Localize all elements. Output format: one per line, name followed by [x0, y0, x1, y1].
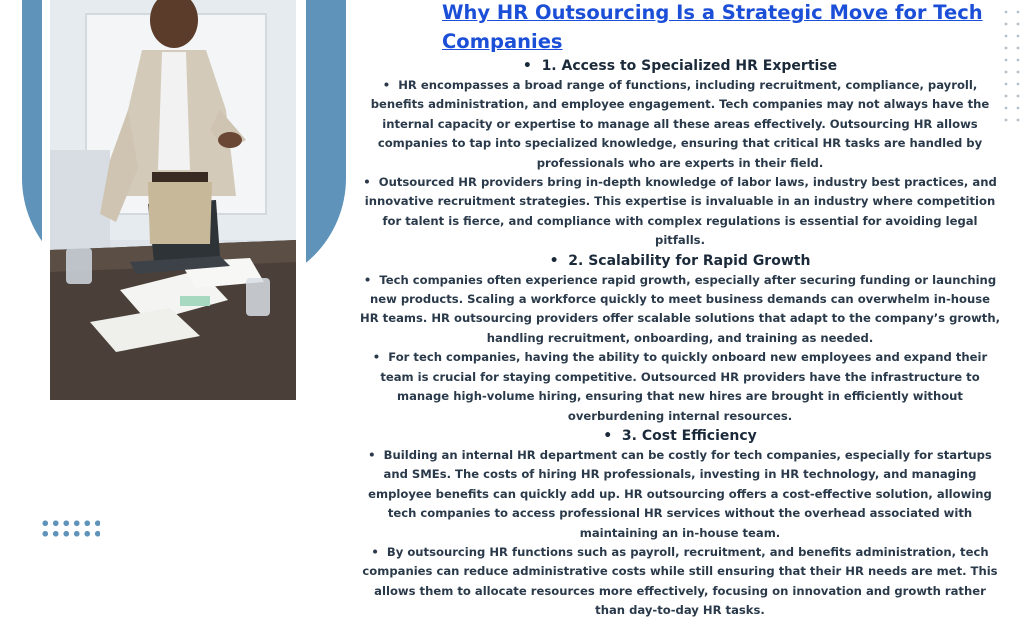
section-paragraph: • Tech companies often experience rapid growth, especially after securing funding or launching new products. Scaling a workforce quickly to meet business demands can overwhelm in-house HR teams. HR outsourcing providers offer scalable solutions that adapt to the company’s growth, handling recruitment, onboarding, and training as needed.	[356, 271, 1004, 349]
section-scalability	[356, 251, 1004, 426]
article-content	[356, 0, 1004, 618]
section-paragraph: • By outsourcing HR functions such as payroll, recruitment, and benefits administration, tech companies can reduce administrative costs while still ensuring that their HR needs are met. This allows them to allocate resources more effectively, focusing on innovation and growth rather than day-to-day HR tasks.	[356, 543, 1004, 621]
section-paragraph: • HR encompasses a broad range of functions, including recruitment, compliance, payroll, benefits administration, and employee engagement. Tech companies may not always have the internal capacity or expertise to manage all these areas effectively. Outsourcing HR allows companies to tap into specialized knowledge, ensuring that critical HR tasks are handled by professionals who are experts in their field.	[356, 76, 1004, 173]
office-meeting-photo	[50, 0, 296, 400]
section-paragraph: • Building an internal HR department can be costly for tech companies, especially for startups and SMEs. The costs of hiring HR professionals, investing in HR technology, and managing employee benefits can quickly add up. HR outsourcing offers a cost-effective solution, allowing tech companies to access professional HR services without the overhead associated with maintaining an in-house team.	[356, 446, 1004, 543]
section-paragraph: • For tech companies, having the ability to quickly onboard new employees and expand their team is crucial for staying competitive. Outsourced HR providers have the infrastructure to manage high-volume hiring, ensuring that new hires are brought in efficiently without overburdening internal resources.	[356, 348, 1004, 426]
section-cost-efficiency	[356, 426, 1004, 621]
section-heading: • 2. Scalability for Rapid Growth	[356, 251, 1004, 271]
section-paragraph: • Outsourced HR providers bring in-depth knowledge of labor laws, industry best practices, and innovative recruitment strategies. This expertise is invaluable in an industry where competition for talent is fierce, and compliance with complex regulations is essential for avoiding legal pitfalls.	[356, 173, 1004, 251]
section-specialized-expertise	[356, 56, 1004, 251]
decorative-dot-grid-left	[40, 518, 100, 538]
section-heading: • 1. Access to Specialized HR Expertise	[356, 56, 1004, 76]
article-title-link[interactable]: Why HR Outsourcing Is a Strategic Move for Tech Companies	[442, 1, 983, 53]
section-heading: • 3. Cost Efficiency	[356, 426, 1004, 446]
